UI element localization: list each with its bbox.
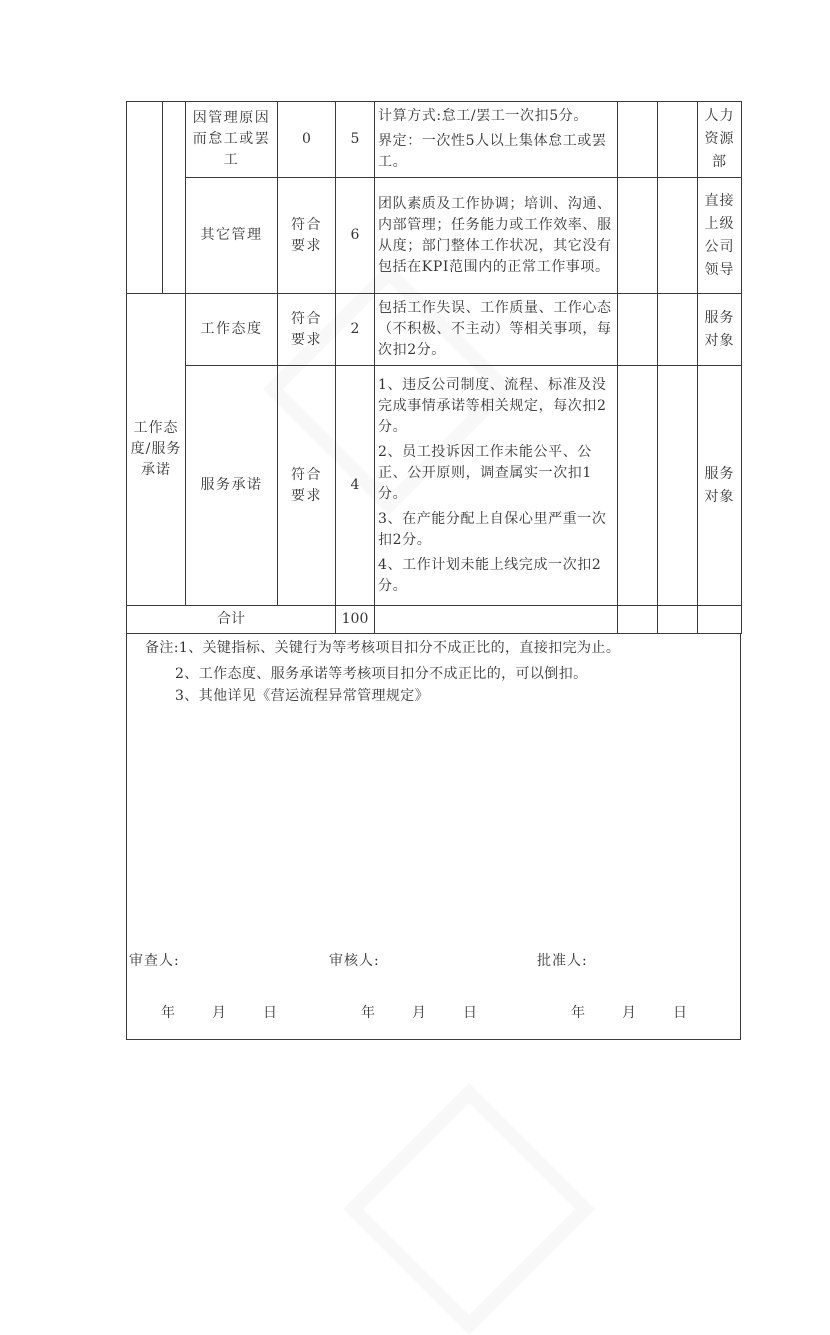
reviewer-date-month: 月 (212, 1005, 227, 1021)
owner-cell: 服务对象 (698, 294, 742, 366)
table-row (127, 294, 742, 366)
item-cell: 其它管理 (186, 178, 278, 294)
score-cell[interactable] (618, 366, 658, 606)
approver-date-month: 月 (622, 1005, 637, 1021)
description-line: 包括工作失误、工作质量、工作心态（不积极、不主动）等相关事项，每次扣2分。 (378, 300, 612, 358)
total-label: 合计 (127, 606, 336, 634)
owner-cell: 人力资源部 (698, 102, 742, 178)
auditor-date-day: 日 (463, 1005, 478, 1021)
deduction-cell[interactable] (658, 294, 698, 366)
description-line: 计算方式:怠工/罢工一次扣5分。 (378, 108, 588, 124)
table-row (127, 178, 742, 294)
reviewer-date-day: 日 (263, 1005, 278, 1021)
table-row (127, 102, 742, 178)
approver-date-year: 年 (571, 1005, 586, 1021)
auditor-label: 审核人: (329, 953, 380, 969)
note-line-2: 2、工作态度、服务承诺等考核项目扣分不成正比的，可以倒扣。 (175, 666, 588, 682)
total-row (127, 606, 742, 634)
auditor-date-year: 年 (361, 1005, 376, 1021)
approver-date-day: 日 (673, 1005, 688, 1021)
weight-cell: 6 (336, 178, 375, 294)
owner-cell: 服务对象 (698, 366, 742, 606)
total-value: 100 (336, 606, 375, 634)
description-line: 界定：一次性5人以上集体怠工或罢工。 (378, 133, 607, 170)
notes-section (126, 633, 741, 1040)
standard-cell: 0 (278, 102, 336, 178)
weight-cell: 2 (336, 294, 375, 366)
deduction-cell[interactable] (658, 366, 698, 606)
item-cell: 服务承诺 (186, 366, 278, 606)
total-owner-cell (698, 606, 742, 634)
score-cell[interactable] (618, 102, 658, 178)
total-score-cell[interactable] (618, 606, 658, 634)
approver-label: 批准人: (537, 953, 588, 969)
standard-cell: 符合要求 (278, 178, 336, 294)
weight-cell: 5 (336, 102, 375, 178)
note-line-1: 备注:1、关键指标、关键行为等考核项目扣分不成正比的，直接扣完为止。 (145, 640, 621, 656)
watermark-decoration (343, 1083, 595, 1335)
description-line: 4、工作计划未能上线完成一次扣2分。 (378, 556, 602, 594)
category-cell (127, 102, 163, 294)
standard-cell: 符合要求 (278, 294, 336, 366)
description-cell (375, 178, 618, 294)
reviewer-date-year: 年 (161, 1005, 176, 1021)
item-cell: 工作态度 (186, 294, 278, 366)
total-deduction-cell[interactable] (658, 606, 698, 634)
item-cell: 因管理原因而怠工或罢工 (186, 102, 278, 178)
kpi-assessment-table (126, 101, 742, 634)
description-cell (375, 102, 618, 178)
standard-cell: 符合要求 (278, 366, 336, 606)
note-line-3: 3、其他详见《营运流程异常管理规定》 (175, 688, 430, 704)
description-line: 3、在产能分配上自保心里严重一次扣2分。 (378, 510, 607, 548)
table-row (127, 366, 742, 606)
description-cell (375, 366, 618, 606)
score-cell[interactable] (618, 294, 658, 366)
sub-category-cell (163, 102, 186, 294)
description-line: 1、违反公司制度、流程、标准及没完成事情承诺等相关规定，每次扣2分。 (378, 376, 607, 435)
description-line: 2、员工投诉因工作未能公平、公正、公开原则，调查属实一次扣1分。 (378, 443, 592, 502)
deduction-cell[interactable] (658, 102, 698, 178)
owner-cell: 直接上级公司领导 (698, 178, 742, 294)
category-cell: 工作态度/服务承诺 (127, 294, 186, 606)
description-line: 团队素质及工作协调；培训、沟通、内部管理；任务能力或工作效率、服从度；部门整体工作状况，其它没有包括在KPI范围内的正常工作事项。 (378, 195, 612, 275)
description-cell (375, 294, 618, 366)
score-cell[interactable] (618, 178, 658, 294)
reviewer-label: 审查人: (129, 953, 180, 969)
deduction-cell[interactable] (658, 178, 698, 294)
auditor-date-month: 月 (412, 1005, 427, 1021)
weight-cell: 4 (336, 366, 375, 606)
total-description-cell (375, 606, 618, 634)
